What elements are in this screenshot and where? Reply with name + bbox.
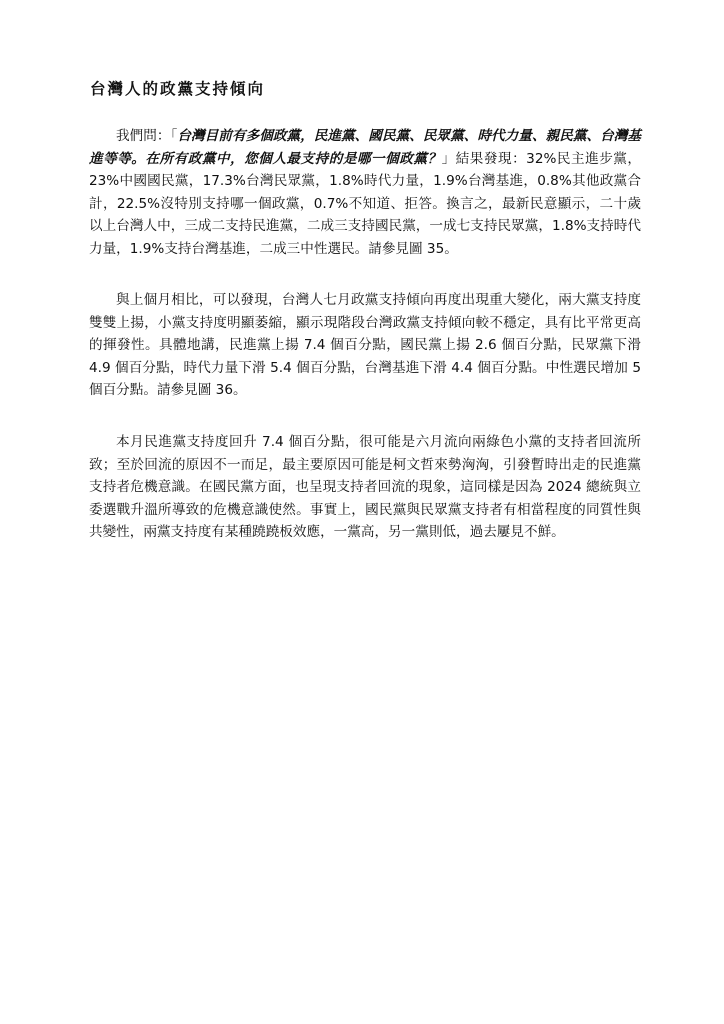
paragraph-lead: 我們問：「 (116, 128, 178, 144)
survey-question: 台灣目前有多個政黨，民進黨、國民黨、民眾黨、時代力量、親民黨、台灣基進等等。在所有政黨中，您個人最支持的是哪一個政黨？ (89, 128, 641, 167)
paragraph-monthly-comparison: 與上個月相比，可以發現，台灣人七月政黨支持傾向再度出現重大變化，兩大黨支持度雙雙上揚，小黨支持度明顯萎縮，顯示現階段台灣政黨支持傾向較不穩定，具有比平常更高的揮發性。具體地講，民進黨上揚 7.4 個百分點，國民黨上揚 2.6 個百分點，民眾黨下滑 4.9 個百分點，時代力量下滑 5.4 個百分點，台灣基進下滑 4.4 個百分點。中性選民增加 5 個百分點。請參見圖 36。 (89, 292, 641, 399)
paragraph-results-text: 」結果發現：32%民主進步黨，23%中國國民黨，17.3%台灣民眾黨，1.8%時代力量，1.9%台灣基進，0.8%其他政黨合計，22.5%沒特別支持哪一個政黨，0.7%不知道、拒答。換言之，最新民意顯示，二十歲以上台灣人中，三成二支持民進黨，二成三支持國民黨，一成七支持民眾黨，1.8%支持時代力量，1.9%支持台灣基進，二成三中性選民。請參見圖 35。 (89, 150, 642, 257)
paragraph-analysis: 本月民進黨支持度回升 7.4 個百分點，很可能是六月流向兩綠色小黨的支持者回流所致；至於回流的原因不一而足，最主要原因可能是柯文哲來勢洶洶，引發暫時出走的民進黨支持者危機意識。在國民黨方面，也呈現支持者回流的現象，這同樣是因為 2024 總統與立委選戰升溫所導致的危機意識使然。事實上，國民黨與民眾黨支持者有相當程度的同質性與共變性，兩黨支持度有某種蹺蹺板效應，一黨高，另一黨則低，過去屢見不鮮。 (89, 434, 641, 541)
paragraph-survey-results (89, 125, 641, 261)
section-title: 台灣人的政黨支持傾向 (90, 80, 266, 98)
